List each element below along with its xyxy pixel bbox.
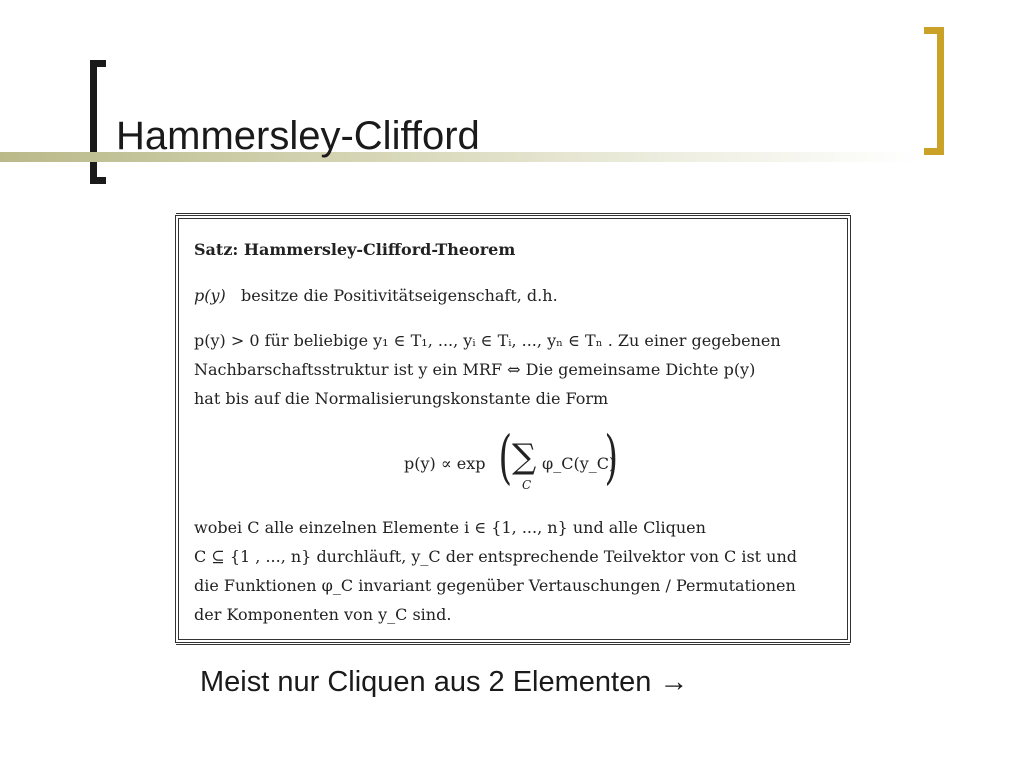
bottom-note-text: Meist nur Cliquen aus 2 Elementen (200, 666, 652, 698)
formula-left-paren: ( (498, 423, 513, 491)
formula-left: p(y) ∝ exp (404, 454, 486, 473)
formula-inner: φ_C(y_C) (542, 454, 616, 473)
theorem-line-5: wobei C alle einzelnen Elemente i ∈ {1, ..., n} und alle Cliquen (194, 518, 706, 537)
theorem-line-3: Nachbarschaftsstruktur ist y ein MRF ⇔ Die gemeinsame Dichte p(y) (194, 360, 756, 379)
right-arrow-icon: → (659, 666, 689, 698)
theorem-heading: Satz: Hammersley-Clifford-Theorem (194, 240, 516, 259)
theorem-line-4: hat bis auf die Normalisierungskonstante die Form (194, 389, 609, 408)
right-bracket-decoration (924, 27, 944, 155)
formula-sum-subscript: C (522, 478, 532, 492)
slide-title: Hammersley-Clifford (116, 114, 480, 158)
left-bracket-decoration (90, 60, 106, 184)
bottom-note (200, 666, 688, 699)
theorem-line-2: p(y) > 0 für beliebige y₁ ∈ T₁, ..., yᵢ ∈ Tᵢ, ..., yₙ ∈ Tₙ . Zu einer gegebenen (194, 331, 781, 350)
formula-sum-symbol: ∑ (512, 437, 537, 477)
theorem-line-1-text: besitze die Positivitätseigenschaft, d.h. (241, 286, 558, 305)
theorem-line-1-math: p(y) (194, 286, 226, 305)
theorem-line-1 (194, 286, 558, 306)
theorem-line-7: die Funktionen φ_C invariant gegenüber Vertauschungen / Permutationen (194, 576, 796, 595)
theorem-line-6: C ⊆ {1 , ..., n} durchläuft, y_C der entsprechende Teilvektor von C ist und (194, 547, 798, 566)
formula-right-paren: ) (604, 423, 619, 491)
theorem-line-8: der Komponenten von y_C sind. (194, 605, 452, 624)
